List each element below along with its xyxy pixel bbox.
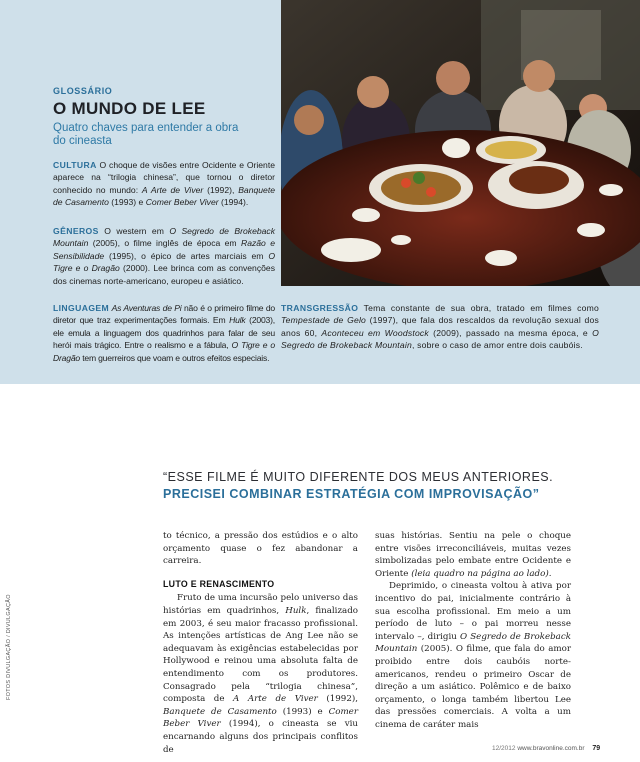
banquet-photo [281, 0, 640, 286]
text-run: , sobre o caso de amor entre dois caubóis. [411, 340, 583, 351]
title-italic: Banquete de Casamento [163, 706, 277, 717]
glossary-entry-linguagem [53, 302, 275, 364]
title-italic: Aconteceu em Woodstock [321, 327, 429, 338]
glossary-entry-transgressao [281, 302, 599, 352]
text-run: O western em [98, 226, 170, 236]
glossary-entry-cultura [53, 159, 275, 209]
title-italic: Comer Beber Viver [163, 706, 358, 730]
title-italic: (leia quadro na página ao lado). [411, 568, 552, 579]
issue-date: 12/2012 [492, 745, 516, 752]
title-italic: Razão e Sensibilidade [53, 238, 275, 261]
title-italic: Hulk [285, 605, 307, 616]
title-italic: O Segredo de Brokeback Mountain [281, 327, 599, 351]
text-run: (1994). [218, 197, 249, 208]
section-heading: LUTO E RENASCIMENTO [163, 578, 275, 589]
text-run: (2009), passado na mesma época, e [428, 327, 593, 338]
site-url: www.bravonline.com.br [517, 745, 585, 752]
text-run: O choque de visões entre Ocidente e Oriente aparece na “trilogia chinesa”, que tornou o diretor conhecido no mundo: [53, 160, 275, 195]
text-run: (1993) e [108, 197, 146, 208]
title-italic: Tempestade de Gelo [281, 315, 367, 326]
text-run: (1995), o épico de artes marciais em [104, 250, 269, 261]
title-italic: O Segredo de Brokeback Mountain [53, 226, 276, 249]
text-run: Deprimido, o cineasta voltou à ativa por incentivo do pai, inicialmente contrário à sua escolha profissional. Em meio a um período de luto – o pai morreu nesse intervalo –, dirigiu [375, 581, 571, 642]
title-italic: As Aventuras de Pi [111, 303, 182, 313]
page-footer [492, 745, 600, 752]
text-run: Tema constante de sua obra, tratado em filmes como [358, 303, 599, 313]
body-paragraph [375, 580, 571, 731]
text-run: (1994), o cineasta se viu encarnando alguns dos principais conflitos de [163, 719, 358, 755]
text-run: (1992), [317, 694, 359, 705]
text-run: (2005). O filme, que fala do amor proibido entre dois caubóis norte-americanos, rendeu o primeiro Oscar de direção a um asiático. Polêmico e de baixo orçamento, o longa também libertou Lee das pressões comerciais. A volta a um cinema de caráter mais [375, 644, 571, 730]
text-run: tem guerreiros que voam e outros efeitos especiais. [80, 352, 270, 363]
pull-quote-line-1: “ESSE FILME É MUITO DIFERENTE DOS MEUS ANTERIORES. [163, 470, 554, 484]
body-column-right [375, 530, 571, 732]
text-run: (1997), que fala dos rescaldos da revolução sexual dos anos 60, [281, 315, 599, 338]
title-italic: O Segredo de Brokeback Mountain [375, 631, 571, 655]
page-number: 79 [592, 745, 601, 752]
text-run: (2000). Lee brinca com as convenções dos cinemas norte-americano, europeu e asiático. [53, 263, 275, 286]
title-italic: A Arte de Viver [141, 184, 204, 195]
photo-credit: FOTOS DIVULGAÇÃO / DIVULGAÇÃO [6, 594, 12, 700]
title-italic: O Tigre e o Dragão [53, 250, 275, 274]
text-run: (1992), [203, 184, 239, 195]
title-italic: O Tigre e o Dragão [53, 340, 275, 363]
text-run: , finalizado em 2003, é seu maior fracasso profissional. As intenções artísticas de Ang Lee não se adequavam às exigências estabelecidas por Hollywood e reinou uma absoluta falta de entendimento com os produtores. Consagrado pela “trilogia chinesa”, composta de [163, 605, 358, 705]
body-column-left [163, 530, 358, 756]
title-italic: Hulk [229, 315, 246, 326]
glossary-subtitle: Quatro chaves para entender a obra do cineasta [53, 122, 239, 147]
title-italic: A Arte de Viver [233, 694, 318, 705]
body-paragraph [375, 530, 571, 580]
pull-quote-line-2: PRECISEI COMBINAR ESTRATÉGIA COM IMPROVISAÇÃO” [163, 487, 540, 501]
text-run: Fruto de uma incursão pelo universo das histórias em quadrinhos, [163, 593, 358, 616]
text-run: (2003), ele emula a linguagem dos quadrinhos para falar de seu herói mais trágico. Entre o realismo e a fábula, [53, 315, 275, 351]
body-intro: to técnico, a pressão dos estúdios e o alto orçamento quase o fez abandonar a carreira. [163, 531, 358, 567]
glossary-entry-generos [53, 225, 275, 287]
text-run: (1993) e [276, 706, 329, 717]
glossary-title: O MUNDO DE LEE [53, 99, 206, 118]
entry-keyword: CULTURA [53, 160, 97, 170]
section-kicker: GLOSSÁRIO [53, 86, 113, 96]
entry-keyword: GÊNEROS [53, 226, 99, 236]
title-italic: Comer Beber Viver [145, 197, 219, 208]
text-run: suas histórias. Sentiu na pele o choque entre visões irreconciliáveis, muitas vezes simbolizadas pelo embate entre Ocidente e Oriente [375, 531, 571, 579]
body-paragraph [163, 592, 358, 756]
entry-keyword: TRANSGRESSÃO [281, 303, 359, 313]
text-run: não é o primeiro filme do diretor que traz experimentações formais. Em [53, 303, 275, 326]
text-run: (2005), o filme inglês de época em [88, 238, 241, 249]
entry-keyword: LINGUAGEM [53, 303, 110, 313]
title-italic: Banquete de Casamento [53, 184, 275, 208]
